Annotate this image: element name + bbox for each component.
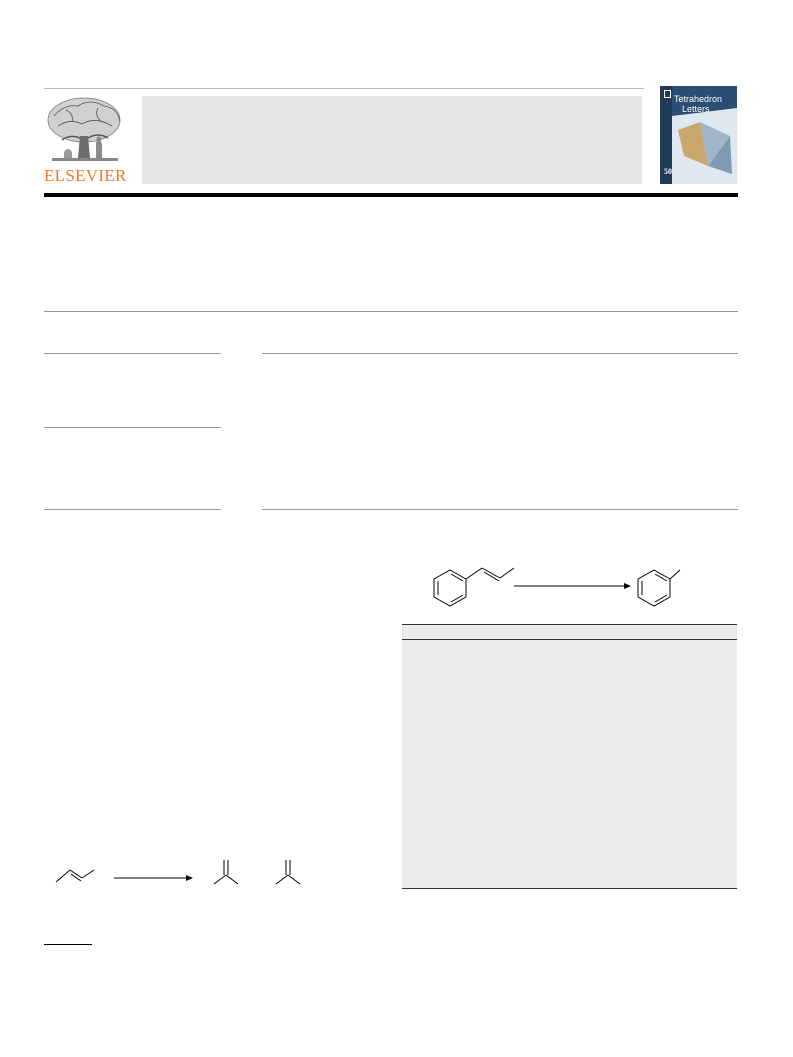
header-top-rule: [44, 88, 644, 89]
abstract-bottom-rule: [262, 509, 738, 510]
title-bottom-rule: [44, 311, 738, 312]
cover-title-line2: Letters: [682, 104, 710, 114]
tree-icon: [44, 96, 126, 166]
elsevier-wordmark: ELSEVIER: [44, 166, 127, 185]
cover-anniversary: 50: [664, 167, 672, 176]
abstract-top-rule: [262, 353, 738, 354]
cover-badge-icon: [664, 90, 671, 98]
journal-cover[interactable]: [660, 86, 737, 184]
elsevier-logo[interactable]: [44, 96, 126, 186]
cover-title: [674, 94, 736, 114]
cover-title-line1: Tetrahedron: [674, 94, 723, 104]
table-top-rule: [402, 624, 737, 625]
article-info-mid-rule: [44, 427, 221, 428]
reaction-scheme-butene: [50, 858, 310, 898]
article-info-bottom-rule: [44, 509, 221, 510]
table-bottom-rule: [402, 888, 737, 889]
header-thick-rule: [44, 193, 738, 197]
footnote-rule: [44, 944, 92, 945]
journal-banner: [142, 96, 642, 184]
results-table: [402, 624, 737, 889]
article-info-top-rule: [44, 353, 221, 354]
table-header-rule: [402, 639, 737, 640]
reaction-scheme-styrene: [428, 548, 688, 618]
